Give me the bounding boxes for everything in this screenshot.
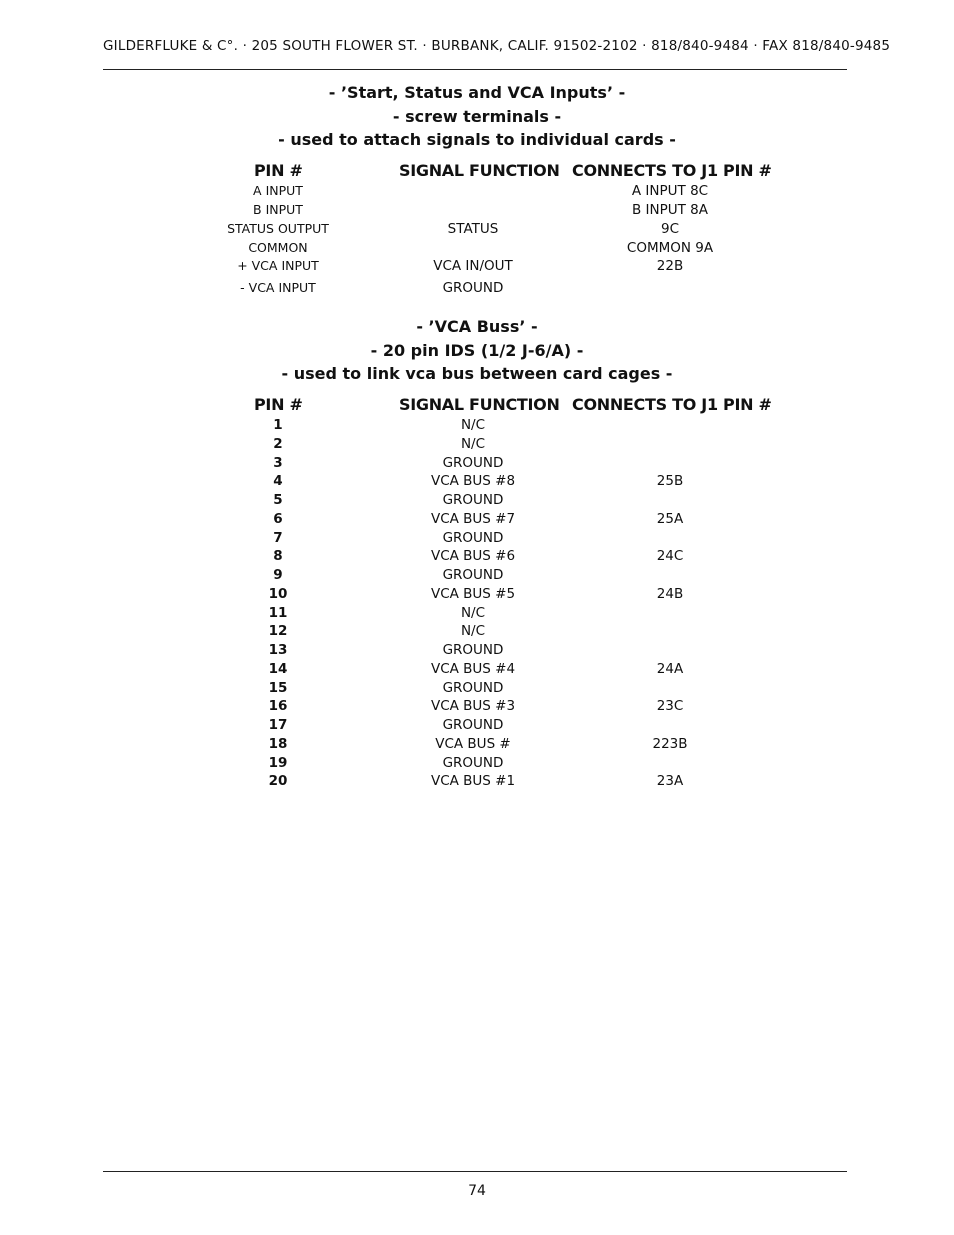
- table-cell-pin: 13: [268, 642, 288, 658]
- section2-title-line: - used to link vca bus between card cages -: [281, 364, 673, 383]
- table-cell-function: GROUND: [442, 679, 504, 696]
- table-cell-pin: 15: [268, 679, 288, 696]
- table-cell-function: VCA BUS #6: [430, 548, 516, 565]
- page-header: GILDERFLUKE & C°. · 205 SOUTH FLOWER ST. · BURBANK, CALIF. 91502-2102 · 818/840-9484 · FAX 818/840-9485: [103, 38, 891, 54]
- section1-col-connects: CONNECTS TO J1 PIN #: [572, 161, 772, 180]
- section1-col-pin: PIN #: [254, 161, 303, 180]
- page-number: 74: [468, 1183, 486, 1199]
- table-cell-pin: 12: [268, 623, 288, 640]
- table-cell-function: N/C: [460, 604, 486, 621]
- table-cell-connects: 25B: [656, 473, 684, 490]
- table-cell-function: GROUND: [442, 754, 504, 771]
- table-cell-function: N/C: [460, 435, 486, 452]
- section2-title-line: - 20 pin IDS (1/2 J-6/A) -: [370, 340, 584, 360]
- table-cell-connects: 23C: [656, 698, 684, 715]
- section2-col-pin: PIN #: [254, 395, 303, 414]
- table-cell-function: VCA IN/OUT: [433, 258, 513, 274]
- table-cell-connects: B INPUT 8A: [631, 202, 709, 218]
- table-cell-pin: 8: [273, 548, 283, 565]
- table-cell-connects: COMMON 9A: [626, 240, 714, 256]
- table-cell-pin: 4: [273, 473, 283, 490]
- table-cell-connects: 25A: [656, 510, 684, 527]
- table-cell-pin: 1: [273, 417, 283, 433]
- table-cell-function: VCA BUS #7: [430, 510, 516, 527]
- table-cell-pin: 2: [273, 435, 283, 452]
- section1-title-line: - screw terminals -: [392, 106, 562, 126]
- table-cell-pin: 17: [268, 717, 288, 733]
- table-cell-pin: 9: [273, 567, 283, 583]
- table-cell-pin: 19: [268, 754, 288, 771]
- table-cell-function: STATUS: [447, 221, 499, 237]
- section1-col-function: SIGNAL FUNCTION: [399, 161, 560, 180]
- section2-col-connects: CONNECTS TO J1 PIN #: [572, 395, 772, 414]
- section2-title-line: - ’VCA Buss’ -: [416, 317, 538, 336]
- table-cell-connects: A INPUT 8C: [631, 183, 709, 199]
- table-cell-pin: COMMON: [248, 240, 308, 255]
- table-cell-pin: + VCA INPUT: [237, 258, 319, 273]
- table-cell-function: VCA BUS #3: [430, 698, 516, 715]
- table-cell-pin: 16: [268, 698, 288, 715]
- section2-col-function: SIGNAL FUNCTION: [399, 395, 560, 414]
- table-cell-connects: 22B: [656, 258, 684, 274]
- section2-title: [0, 315, 954, 386]
- table-cell-function: VCA BUS #8: [430, 473, 516, 490]
- table-cell-function: GROUND: [442, 454, 504, 471]
- table-cell-function: VCA BUS #5: [430, 585, 516, 602]
- table-cell-pin: 20: [268, 773, 288, 790]
- table-cell-pin: 10: [268, 585, 288, 602]
- table-cell-connects: 23A: [656, 773, 684, 790]
- table-cell-pin: 6: [273, 510, 283, 527]
- table-cell-connects: 24A: [656, 660, 684, 677]
- header-rule: [103, 69, 847, 70]
- table-cell-connects: 24C: [656, 548, 684, 565]
- table-cell-pin: STATUS OUTPUT: [227, 221, 329, 236]
- table-cell-function: N/C: [460, 417, 486, 433]
- table-cell-function: N/C: [460, 623, 486, 640]
- table-cell-function: GROUND: [442, 567, 504, 583]
- table-cell-function: GROUND: [442, 280, 504, 296]
- table-cell-function: VCA BUS #1: [430, 773, 516, 790]
- table-cell-function: GROUND: [442, 642, 504, 658]
- table-cell-pin: - VCA INPUT: [240, 280, 316, 295]
- table-cell-pin: 7: [273, 529, 283, 546]
- table-cell-pin: 3: [273, 454, 283, 471]
- table-cell-pin: 11: [268, 604, 288, 621]
- section1-title-line: - used to attach signals to individual cards -: [278, 130, 676, 149]
- table-cell-pin: A INPUT: [253, 183, 303, 198]
- table-cell-function: GROUND: [442, 492, 504, 508]
- table-cell-function: GROUND: [442, 529, 504, 546]
- table-cell-function: VCA BUS #4: [430, 660, 516, 677]
- table-cell-pin: 14: [268, 660, 288, 677]
- footer-rule: [103, 1171, 847, 1172]
- table-cell-pin: 18: [268, 735, 288, 752]
- section1-title-line: - ’Start, Status and VCA Inputs’ -: [328, 83, 626, 102]
- table-cell-connects: 9C: [660, 221, 679, 237]
- table-cell-connects: 223B: [652, 735, 688, 752]
- table-cell-function: GROUND: [442, 717, 504, 733]
- table-cell-pin: 5: [273, 492, 283, 508]
- table-cell-pin: B INPUT: [253, 202, 303, 217]
- section1-title: [0, 81, 954, 152]
- table-cell-connects: 24B: [656, 585, 684, 602]
- table-cell-function: VCA BUS #: [435, 735, 511, 752]
